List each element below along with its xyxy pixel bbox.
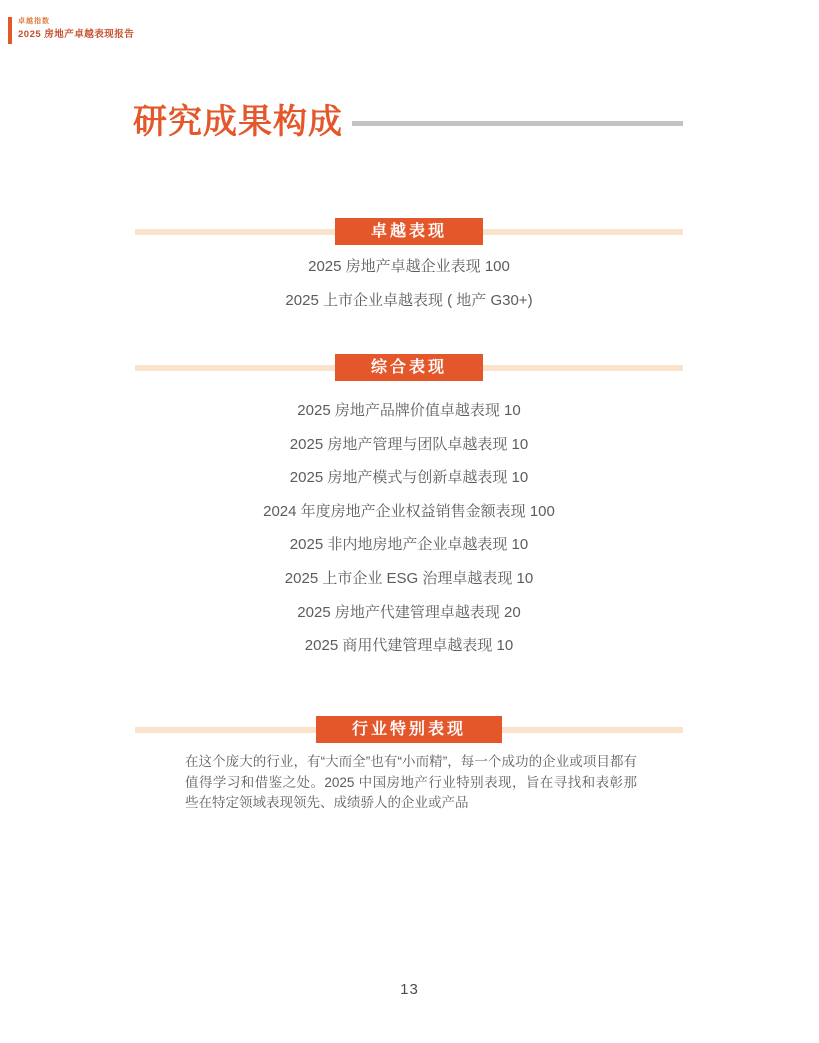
title-rule — [352, 121, 683, 126]
brand-text — [18, 17, 134, 44]
section-header-comprehensive — [135, 354, 683, 381]
list-item: 2025 商用代建管理卓越表现 10 — [304, 637, 514, 655]
section-badge-special: 行业特别表现 — [316, 716, 502, 743]
section-badge-excellence: 卓越表现 — [335, 218, 483, 245]
brand-tagline: 卓越指数 — [18, 18, 50, 25]
list-item: 2025 房地产品牌价值卓越表现 10 — [297, 402, 521, 419]
section-list-excellence — [135, 250, 683, 318]
brand-header — [8, 17, 134, 44]
list-item: 2025 房地产卓越企业表现 100 — [308, 258, 510, 275]
brand-title: 2025 房地产卓越表现报告 — [18, 29, 135, 40]
list-item: 2025 上市企业 ESG 治理卓越表现 10 — [284, 569, 534, 587]
section-header-special — [135, 716, 683, 743]
section-badge-comprehensive: 综合表现 — [335, 354, 483, 381]
list-item: 2025 房地产管理与团队卓越表现 10 — [289, 435, 529, 453]
page-number: 13 — [400, 981, 419, 998]
list-item: 2025 房地产模式与创新卓越表现 10 — [289, 469, 529, 487]
list-item: 2025 上市企业卓越表现 ( 地产 G30+) — [285, 292, 533, 309]
list-item: 2024 年度房地产企业权益销售金额表现 100 — [263, 502, 555, 520]
special-section-paragraph: 在这个庞大的行业，有“大而全”也有“小而精”，每一个成功的企业或项目都有值得学习和借鉴之处。2025 中国房地产行业特别表现，旨在寻找和表彰那些在特定领域表现领先、成绩骄人的企业或产品 — [185, 754, 637, 810]
page-title: 研究成果构成 — [133, 103, 343, 141]
list-item: 2025 非内地房地产企业卓越表现 10 — [289, 536, 529, 554]
list-item: 2025 房地产代建管理卓越表现 20 — [297, 603, 521, 621]
section-header-excellence — [135, 218, 683, 245]
section-list-comprehensive — [135, 394, 683, 663]
brand-accent-bar — [8, 17, 12, 44]
